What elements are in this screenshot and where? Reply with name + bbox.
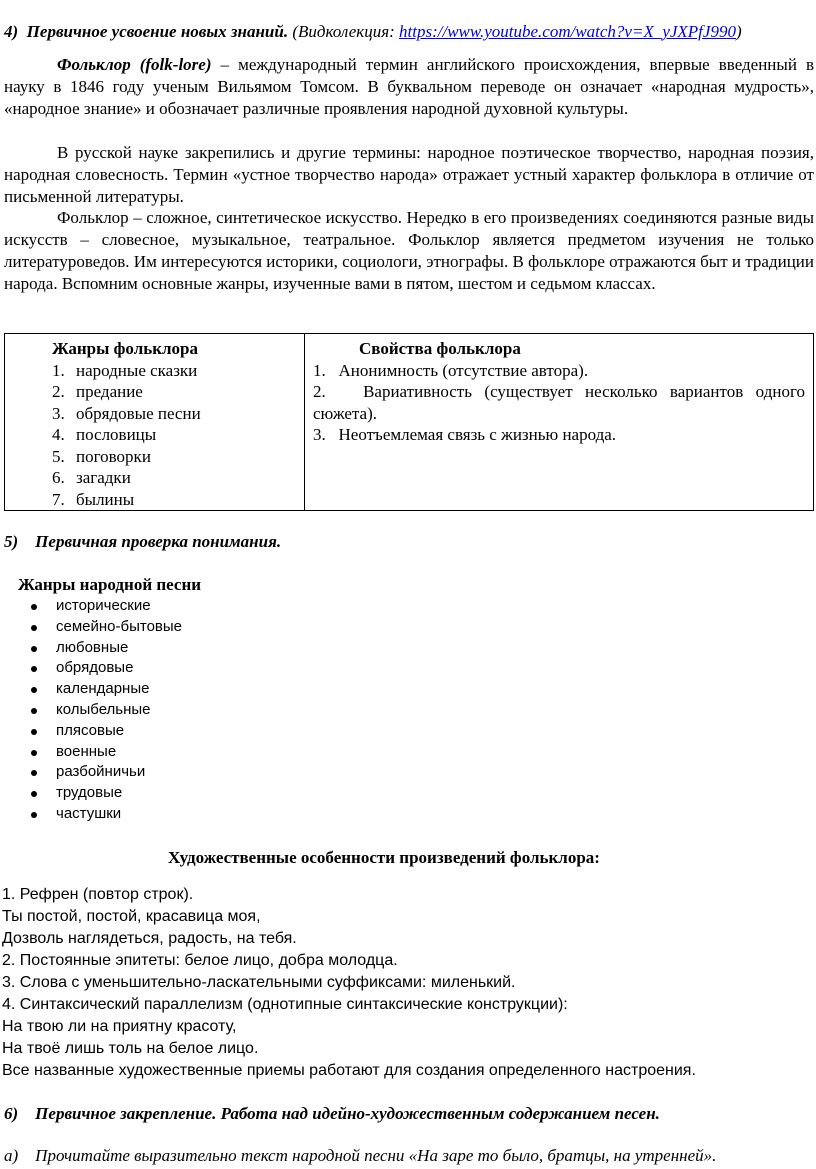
properties-list (313, 360, 810, 446)
section-4-heading (4, 21, 742, 43)
section-6-number: 6) (4, 1104, 19, 1123)
song-genre-label: военные (56, 742, 117, 760)
song-genre-label: плясовые (56, 721, 125, 739)
genre-label: загадки (76, 468, 131, 487)
feature-line: 2. Постоянные эпитеты: белое лицо, добра молодца. (2, 952, 398, 969)
properties-cell (305, 334, 814, 511)
song-genre-item (0, 700, 182, 721)
bullet-icon (31, 750, 37, 756)
genre-item (52, 446, 296, 468)
genre-number: 5. (52, 446, 65, 466)
bullet-icon (31, 604, 37, 610)
feature-line: Ты постой, постой, красавица моя, (2, 908, 261, 925)
paragraph-folklore-definition (4, 54, 814, 120)
genre-label: поговорки (76, 446, 151, 466)
genre-number: 7. (52, 489, 65, 509)
bullet-icon (31, 666, 37, 672)
feature-line: На твою ли на приятну красоту, (2, 1018, 237, 1035)
genre-item (52, 403, 296, 425)
genre-item (52, 381, 296, 403)
bullet-icon (31, 770, 37, 776)
song-genre-item (0, 742, 182, 763)
genre-item (52, 489, 296, 511)
song-genre-label: календарные (56, 680, 150, 698)
song-genre-label: разбойничьи (56, 763, 146, 781)
genres-header: Жанры фольклора (52, 339, 199, 358)
properties-header: Свойства фольклора (359, 339, 521, 358)
term-folklore: Фольклор (folk-lore) (57, 55, 212, 74)
genre-label: обрядовые песни (76, 403, 201, 423)
song-genre-item (0, 721, 182, 742)
genre-number: 6. (52, 468, 65, 487)
genre-item (52, 424, 296, 446)
song-genre-label: частушки (56, 804, 122, 822)
folklore-table (4, 333, 814, 511)
feature-line: 1. Рефрен (повтор строк). (2, 886, 194, 903)
genre-item (52, 360, 296, 382)
song-genre-label: семейно-бытовые (56, 617, 183, 635)
paragraph-synthetic-art: Фольклор – сложное, синтетическое искусство. Нередко в его произведениях соединяются разные виды искусств – словесное, музыкальное, театральное. Фольклор является предметом изучения не только литературоведов. Им интересуются историки, социологи, этнографы. В фольклоре отражаются быт и традиции народа. Вспомним основные жанры, изученные вами в пятом, шестом и седьмом классах. (4, 208, 814, 293)
bullet-icon (31, 812, 37, 818)
song-genre-item (0, 617, 182, 638)
section-6-title: Первичное закрепление. Работа над идейно-художественным содержанием песен. (35, 1104, 660, 1123)
property-item: 3. Неотъемлемая связь с жизнью народа. (313, 425, 617, 444)
song-genres-title: Жанры народной песни (18, 575, 202, 594)
song-genre-item (0, 679, 182, 700)
section-4-title: Первичное усвоение новых знаний. (26, 22, 289, 41)
song-genre-item (0, 658, 182, 679)
bullet-icon (31, 729, 37, 735)
property-item: 2. Вариативность (существует несколько вариантов одного сюжета). (313, 382, 810, 423)
task-a-text: Прочитайте выразительно текст народной песни «На заре то было, братцы, на утренней». (35, 1146, 717, 1165)
genres-list (52, 360, 296, 511)
section-5-title: Первичная проверка понимания. (35, 532, 282, 551)
song-genre-label: трудовые (56, 784, 123, 802)
task-a-letter: а) (4, 1146, 19, 1165)
song-genre-label: колыбельные (56, 700, 151, 718)
feature-line: На твоё лишь толь на белое лицо. (2, 1040, 259, 1057)
genre-label: пословицы (76, 425, 157, 444)
song-genre-item (0, 596, 182, 617)
section-5-heading (4, 531, 281, 553)
feature-line: Все названные художественные приемы работают для создания определенного настроения. (2, 1062, 696, 1079)
paragraph-terms: В русской науке закрепились и другие термины: народное поэтическое творчество, народная поэзия, народная словесность. Термин «устное творчество народа» отражает устный характер фольклора в отличие от письменной литературы. (4, 143, 814, 206)
bullet-icon (31, 708, 37, 714)
paragraph-1-text: – международный термин английского происхождения, впервые введенный в науку в 1846 году ученым Вильямом Томсом. В буквальном переводе он означает «народная мудрость», «народное знание» и обозначает различные проявления народной духовной культуры. (4, 55, 814, 118)
feature-line: 4. Синтаксический параллелизм (однотипные синтаксические конструкции): (2, 996, 568, 1013)
bullet-icon (31, 625, 37, 631)
song-genre-label: исторические (56, 597, 151, 614)
song-genre-item (0, 638, 182, 659)
video-suffix: ) (735, 22, 742, 41)
feature-line: Дозволь наглядеться, радость, на тебя. (2, 930, 297, 947)
song-genre-item (0, 804, 182, 825)
genre-number: 3. (52, 403, 65, 423)
task-a (4, 1145, 716, 1167)
genre-number: 1. (52, 360, 65, 380)
bullet-icon (31, 687, 37, 693)
section-5-number: 5) (4, 532, 19, 551)
section-4-number: 4) (4, 22, 19, 41)
section-6-heading (4, 1103, 660, 1125)
video-link[interactable]: https://www.youtube.com/watch?v=X_yJXPfJ990 (399, 22, 736, 41)
song-genres-list (0, 596, 182, 825)
genre-label: былины (76, 489, 135, 509)
song-genre-item (0, 783, 182, 804)
video-prefix: (Видколекция: (292, 22, 395, 41)
bullet-icon (31, 646, 37, 652)
genre-label: народные сказки (76, 360, 198, 380)
genres-cell (5, 334, 305, 511)
property-item: 1. Анонимность (отсутствие автора). (313, 360, 589, 380)
genre-number: 4. (52, 425, 65, 444)
feature-line: 3. Слова с уменьшительно-ласкательными суффиксами: миленький. (2, 974, 516, 991)
song-genre-label: любовные (56, 638, 129, 656)
genre-number: 2. (52, 382, 65, 401)
song-genre-item (0, 762, 182, 783)
features-title: Художественные особенности произведений фольклора: (168, 848, 600, 867)
genre-item (52, 467, 296, 489)
song-genre-label: обрядовые (56, 659, 134, 677)
genre-label: предание (76, 382, 143, 401)
bullet-icon (31, 791, 37, 797)
